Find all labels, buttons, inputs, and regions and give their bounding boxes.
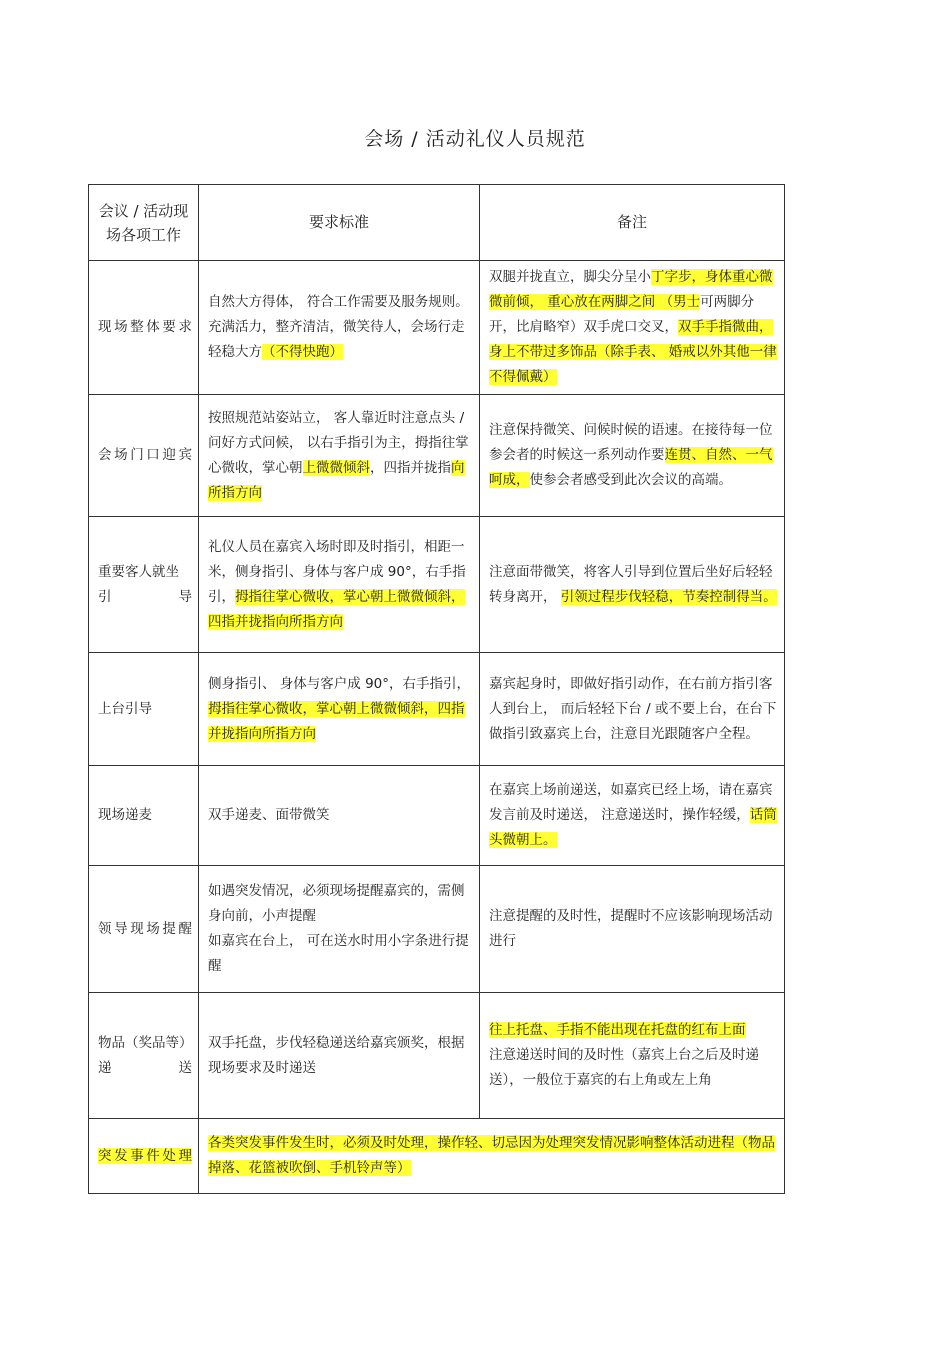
- row-item-label: 上台引导: [89, 653, 199, 766]
- highlight: 丁字步，身体重心微微前倾， 重心放在两脚之间 （男士: [489, 269, 773, 310]
- highlight: （不得快跑）: [262, 344, 343, 360]
- row-standard: 自然大方得体， 符合工作需要及服务规则。充满活力，整齐清洁，微笑待人，会场行走轻稳大方（不得快跑）: [199, 261, 480, 395]
- row-standard: 礼仪人员在嘉宾入场时即及时指引，相距一米，侧身指引、身体与客户成 90°，右手指引，拇指往掌心微收，掌心朝上微微倾斜， 四指并拢指向所指方向: [199, 517, 480, 653]
- row-standard: 侧身指引、 身体与客户成 90°，右手指引，拇指往掌心微收，掌心朝上微微倾斜，四指并拢指向所指方向: [199, 653, 480, 766]
- highlight: 连贯、自然、一气呵成，: [489, 447, 773, 488]
- row-item-label: 突发事件处理: [89, 1119, 199, 1194]
- row-item-label: 现场整体要求: [89, 261, 199, 395]
- row-standard: 双手递麦、面带微笑: [199, 766, 480, 866]
- highlight: 双手手指微曲，身上不带过多饰品（除手表、 婚戒以外其他一律不得佩戴）: [489, 319, 777, 385]
- header-remark: 备注: [480, 185, 785, 261]
- page-title: 会场 / 活动礼仪人员规范: [364, 128, 586, 150]
- row-item-label: 物品（奖品等）递送: [89, 993, 199, 1119]
- row-remark: 往上托盘、手指不能出现在托盘的红布上面 注意递送时间的及时性（嘉宾上台之后及时递送），一般位于嘉宾的右上角或左上角: [480, 993, 785, 1119]
- row-standard: [199, 1119, 785, 1194]
- table-row: [89, 517, 785, 653]
- table-row: [89, 261, 785, 395]
- highlight: 往上托盘、手指不能出现在托盘的红布上面: [489, 1022, 746, 1038]
- table-row: [89, 1119, 785, 1194]
- table-row: [89, 993, 785, 1119]
- table-header-row: [89, 185, 785, 261]
- highlight: 拇指往掌心微收，掌心朝上微微倾斜， 四指并拢指向所指方向: [208, 588, 465, 630]
- header-item: 会议 / 活动现场各项工作: [89, 185, 199, 261]
- table-row: [89, 395, 785, 517]
- row-standard: 按照规范站姿站立， 客人靠近时注意点头 / 问好方式问候， 以右手指引为主，拇指往掌心微收，掌心朝上微微倾斜，四指并拢指向所指方向: [199, 395, 480, 517]
- row-item-label: 重要客人就坐引导: [89, 517, 199, 653]
- row-standard: 双手托盘，步伐轻稳递送给嘉宾颁奖，根据现场要求及时递送: [199, 993, 480, 1119]
- highlight: 拇指往掌心微收，掌心朝上微微倾斜，四指并拢指向所指方向: [208, 700, 465, 742]
- row-item-label: 现场递麦: [89, 766, 199, 866]
- row-remark: 注意面带微笑，将客人引导到位置后坐好后轻轻转身离开， 引领过程步伐轻稳，节奏控制得当。: [480, 517, 785, 653]
- row-remark: 注意保持微笑、问候时候的语速。在接待每一位参会者的时候这一系列动作要连贯、自然、一气呵成，使参会者感受到此次会议的高端。: [480, 395, 785, 517]
- row-remark: 在嘉宾上场前递送，如嘉宾已经上场，请在嘉宾发言前及时递送， 注意递送时，操作轻缓，话筒头微朝上。: [480, 766, 785, 866]
- row-remark: 注意提醒的及时性，提醒时不应该影响现场活动进行: [480, 866, 785, 993]
- table-row: [89, 866, 785, 993]
- highlight: 引领过程步伐轻稳，节奏控制得当。: [560, 588, 777, 605]
- row-item-label: 领导现场提醒: [89, 866, 199, 993]
- highlight: 话筒头微朝上。: [489, 807, 777, 848]
- table-row: [89, 766, 785, 866]
- etiquette-spec-table: [88, 184, 785, 1194]
- row-remark: 嘉宾起身时，即做好指引动作，在右前方指引客人到台上， 而后轻轻下台 / 或不要上台，在台下做指引致嘉宾上台，注意目光跟随客户全程。: [480, 653, 785, 766]
- row-item-label: 会场门口迎宾: [89, 395, 199, 517]
- table-row: [89, 653, 785, 766]
- highlight: 各类突发事件发生时，必须及时处理，操作轻、切忌因为处理突发情况影响整体活动进程（物品掉落、花篮被吹倒、手机铃声等）: [208, 1135, 775, 1176]
- highlight: 向所指方向: [208, 459, 465, 501]
- header-standard: 要求标准: [199, 185, 480, 261]
- row-standard: 如遇突发情况，必须现场提醒嘉宾的，需侧身向前，小声提醒 如嘉宾在台上， 可在送水时用小字条进行提醒: [199, 866, 480, 993]
- row-remark: 双腿并拢直立，脚尖分呈小丁字步，身体重心微微前倾， 重心放在两脚之间 （男士可两脚分开，比肩略窄）双手虎口交叉，双手手指微曲，身上不带过多饰品（除手表、 婚戒以外其他一律不得佩戴）: [480, 261, 785, 395]
- highlight: 上微微倾斜: [302, 459, 370, 476]
